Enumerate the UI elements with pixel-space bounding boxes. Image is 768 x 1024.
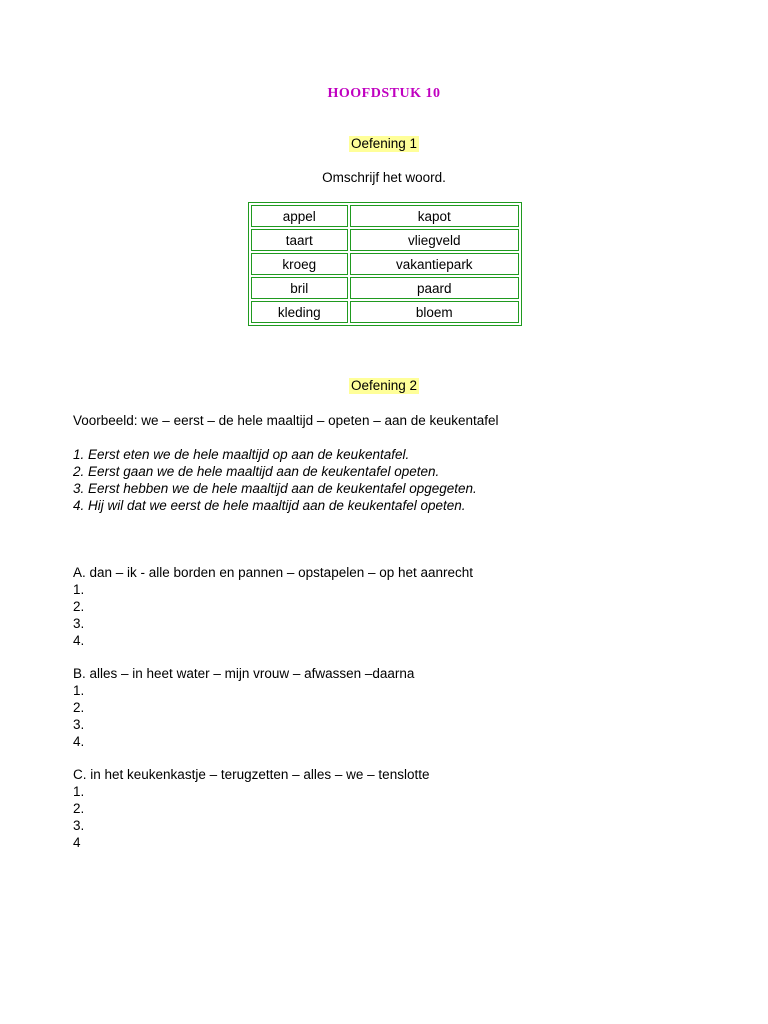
- task-a-answer-line: 1.: [73, 582, 85, 597]
- word-table-cell: bloem: [350, 301, 519, 323]
- example-answer: 3. Eerst hebben we de hele maaltijd aan de keukentafel opgegeten.: [73, 481, 477, 496]
- task-a-answer-line: 2.: [73, 599, 85, 614]
- task-a-prompt: A. dan – ik - alle borden en pannen – opstapelen – op het aanrecht: [73, 565, 474, 580]
- task-b-answer-line: 1.: [73, 683, 85, 698]
- word-table-row: [251, 229, 519, 251]
- example-answer: 1. Eerst eten we de hele maaltijd op aan de keukentafel.: [73, 447, 410, 462]
- word-table-row: [251, 205, 519, 227]
- task-b-answer-line: 2.: [73, 700, 85, 715]
- task-c-answer-line: 1.: [73, 784, 85, 799]
- task-c-answer-line: 3.: [73, 818, 85, 833]
- word-table-cell: kleding: [251, 301, 348, 323]
- word-table-cell: kroeg: [251, 253, 348, 275]
- task-b-answer-line: 3.: [73, 717, 85, 732]
- word-table-cell: taart: [251, 229, 348, 251]
- task-a-answer-line: 3.: [73, 616, 85, 631]
- word-table-cell: bril: [251, 277, 348, 299]
- word-table: [248, 202, 522, 326]
- task-c-prompt: C. in het keukenkastje – terugzetten – alles – we – tenslotte: [73, 767, 430, 782]
- exercise1-instruction-text: Omschrijf het woord.: [322, 170, 446, 185]
- word-table-cell: vakantiepark: [350, 253, 519, 275]
- exercise1-heading-text: Oefening 1: [350, 136, 418, 151]
- task-c-answer-line: 4: [73, 835, 81, 850]
- exercise2-heading: [0, 378, 768, 393]
- example-sentence: Voorbeeld: we – eerst – de hele maaltijd – opeten – aan de keukentafel: [73, 413, 499, 428]
- chapter-title: [0, 86, 768, 102]
- exercise1-heading: [0, 136, 768, 151]
- task-b-answer-line: 4.: [73, 734, 85, 749]
- word-table-row: [251, 277, 519, 299]
- word-table-row: [251, 253, 519, 275]
- task-b-prompt: B. alles – in heet water – mijn vrouw – afwassen –daarna: [73, 666, 415, 681]
- word-table-cell: appel: [251, 205, 348, 227]
- word-table-cell: kapot: [350, 205, 519, 227]
- example-answer: 4. Hij wil dat we eerst de hele maaltijd aan de keukentafel opeten.: [73, 498, 466, 513]
- word-table-row: [251, 301, 519, 323]
- exercise1-instruction: [0, 170, 768, 185]
- chapter-title-text: HOOFDSTUK 10: [327, 86, 441, 101]
- task-c-answer-line: 2.: [73, 801, 85, 816]
- example-answer: 2. Eerst gaan we de hele maaltijd aan de keukentafel opeten.: [73, 464, 440, 479]
- word-table-cell: vliegveld: [350, 229, 519, 251]
- word-table-cell: paard: [350, 277, 519, 299]
- exercise2-heading-text: Oefening 2: [350, 378, 418, 393]
- task-a-answer-line: 4.: [73, 633, 85, 648]
